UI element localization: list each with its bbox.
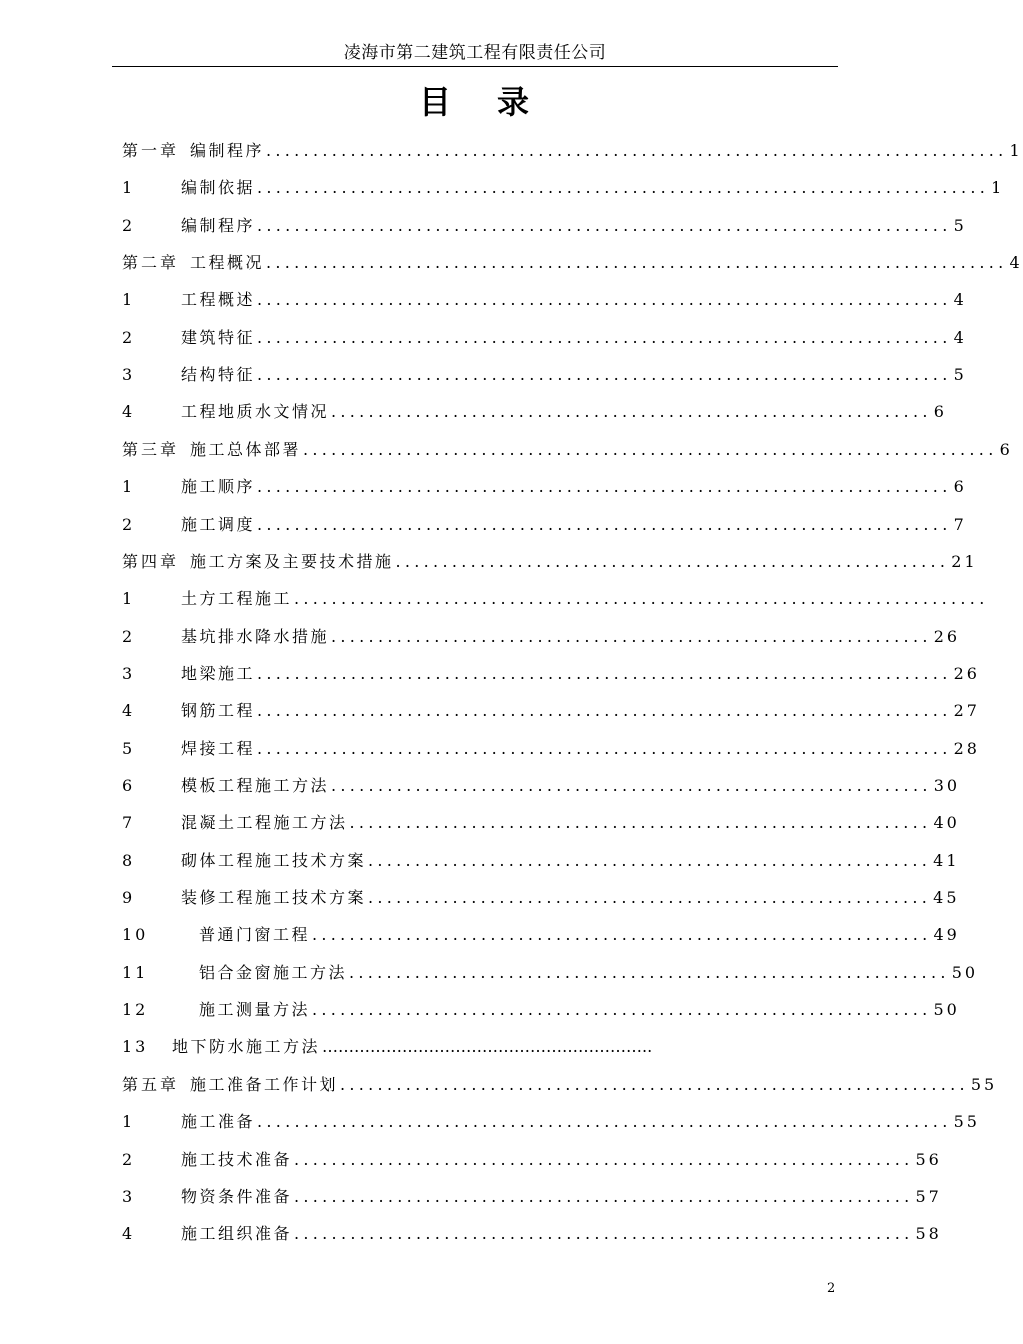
toc-entry[interactable]	[122, 771, 961, 797]
toc-entry-number: 12	[122, 1000, 149, 1020]
toc-entry-leader: ..................................................................	[312, 1000, 932, 1020]
page-number: 2	[827, 1281, 836, 1296]
toc-entry-title: 地下防水施工方法	[172, 1037, 321, 1057]
toc-entry-page: 55	[970, 1074, 998, 1094]
toc-entry-page: 45	[933, 888, 960, 907]
toc-entry-page: 4	[953, 327, 967, 347]
toc-entry-title: 编制程序	[181, 215, 256, 235]
toc-entry-page: 50	[951, 962, 979, 982]
toc-entry-title: 编制依据	[181, 178, 256, 198]
toc-entry[interactable]	[122, 397, 947, 423]
toc-title-char-2: 录	[497, 83, 532, 121]
toc-entry-number: 第三章	[122, 439, 180, 459]
toc-entry[interactable]	[122, 846, 960, 872]
toc-entry[interactable]	[122, 659, 980, 685]
toc-entry-page: 6	[933, 402, 947, 422]
toc-entry-leader: ................................................................	[331, 626, 932, 646]
toc-entry-number: 1	[122, 477, 136, 497]
toc-entry-leader: ..........................................................................	[257, 514, 952, 534]
toc-entry-number: 5	[122, 738, 136, 758]
toc-entry-number: 13	[122, 1037, 149, 1057]
toc-entry-leader: ..........................................................................	[294, 589, 989, 609]
toc-entry-leader: ..........................................................................	[257, 1112, 952, 1132]
toc-entry[interactable]	[122, 808, 960, 834]
toc-entry[interactable]	[122, 1145, 942, 1171]
toc-entry[interactable]	[122, 136, 1023, 162]
toc-entry[interactable]	[122, 248, 1023, 274]
toc-entry-number: 2	[122, 327, 136, 347]
toc-entry-page: 58	[915, 1224, 942, 1244]
toc-entry[interactable]	[122, 285, 967, 311]
toc-entry-title: 土方工程施工	[181, 589, 293, 609]
toc-entry-leader: ..........................................................................	[257, 290, 952, 310]
toc-entry-title: 地梁施工	[181, 663, 256, 683]
toc-entry-number: 11	[122, 962, 149, 982]
toc-entry-page: 50	[933, 1000, 960, 1020]
toc-entry-leader: ..........................................................................	[257, 477, 952, 497]
toc-entry-number: 3	[122, 365, 136, 385]
toc-entry-page: 4	[953, 290, 967, 310]
toc-entry-title: 基坑排水降水措施	[181, 626, 330, 646]
toc-entry-leader: ..................................................................	[312, 925, 932, 945]
toc-entry-page: 6	[953, 477, 967, 497]
toc-entry-leader: ..........................................................................	[257, 701, 952, 721]
toc-entry-title: 工程地质水文情况	[181, 402, 330, 422]
toc-entry-leader: ...............................................................................	[266, 141, 1008, 160]
toc-entry-title: 编制程序	[190, 141, 265, 160]
toc-entry-leader: ..................................................................	[294, 1224, 914, 1244]
toc-entry-leader: ……………………………………………………..	[322, 1037, 653, 1057]
toc-entry-number: 6	[122, 776, 136, 795]
toc-entry-leader: ..........................................................................	[257, 327, 952, 347]
toc-entry-leader: ................................................................	[331, 402, 932, 422]
toc-entry-title: 施工调度	[181, 514, 256, 534]
toc-entry-leader: ..................................................................	[294, 1149, 914, 1169]
toc-entry-number: 2	[122, 626, 136, 646]
toc-entry[interactable]	[122, 584, 989, 610]
toc-entry-title: 施工技术准备	[181, 1149, 293, 1169]
toc-entry-title: 工程概况	[190, 253, 265, 273]
toc-entry-leader: ...............................................................................	[266, 253, 1008, 273]
toc-entry[interactable]	[122, 734, 980, 760]
toc-entry-title: 施工方案及主要技术措施	[190, 551, 394, 571]
toc-entry-leader: ..................................................................	[294, 1186, 914, 1206]
toc-entry[interactable]	[122, 1219, 942, 1245]
toc-entry[interactable]	[122, 547, 978, 573]
toc-entry-leader: ..............................................................	[349, 813, 932, 833]
toc-entry-title: 施工总体部署	[190, 439, 302, 459]
toc-entry-number: 4	[122, 1224, 136, 1244]
toc-entry[interactable]	[122, 1070, 998, 1096]
toc-entry-number: 10	[122, 925, 149, 945]
toc-entry-title: 普通门窗工程	[199, 925, 311, 945]
toc-entry-number: 第二章	[122, 253, 180, 273]
toc-entry-number: 第一章	[122, 141, 180, 160]
toc-entry-number: 1	[122, 290, 136, 310]
toc-entry-title: 装修工程施工技术方案	[181, 888, 367, 907]
toc-entry-page: 56	[915, 1149, 942, 1169]
toc-entry[interactable]	[122, 995, 960, 1021]
toc-entry-number: 3	[122, 1186, 136, 1206]
toc-entry-number: 1	[122, 178, 136, 198]
toc-entry-title: 砌体工程施工技术方案	[181, 850, 367, 870]
toc-entry-title: 工程概述	[181, 290, 256, 310]
toc-entry-page: 5	[953, 365, 967, 385]
toc-entry-leader: ...........................................................	[395, 551, 950, 571]
toc-entry-leader: ................................................................	[331, 776, 932, 795]
toc-entry-page: 49	[933, 925, 960, 945]
toc-entry-number: 2	[122, 215, 136, 235]
toc-entry-title: 施工测量方法	[199, 1000, 311, 1020]
toc-entry-title: 结构特征	[181, 365, 256, 385]
toc-entry-number: 第五章	[122, 1074, 180, 1094]
toc-entry-title: 物资条件准备	[181, 1186, 293, 1206]
company-name: 凌海市第二建筑工程有限责任公司	[343, 43, 607, 63]
toc-entry-page: 4	[1009, 253, 1023, 273]
toc-entry-page: 6	[999, 439, 1013, 459]
toc-entry-page: 30	[933, 776, 961, 795]
toc-entry-number: 3	[122, 663, 136, 683]
toc-entry-page: 1	[991, 178, 1005, 198]
toc-entry-leader: ...................................................................	[340, 1074, 969, 1094]
toc-entry-page: 27	[953, 701, 980, 721]
toc-entry-number: 7	[122, 813, 136, 833]
toc-entry-page: 57	[915, 1186, 942, 1206]
toc-entry-page: 55	[953, 1112, 980, 1132]
toc-entry-title: 焊接工程	[181, 738, 256, 758]
toc-entry-title: 钢筋工程	[181, 701, 256, 721]
toc-entry-title: 建筑特征	[181, 327, 256, 347]
toc-entry-title: 施工组织准备	[181, 1224, 293, 1244]
toc-entry[interactable]	[122, 1182, 942, 1208]
toc-entry-number: 1	[122, 589, 136, 609]
toc-entry[interactable]	[122, 696, 980, 722]
toc-entry[interactable]	[122, 173, 1005, 199]
toc-entry[interactable]	[122, 883, 960, 909]
toc-entry-number: 2	[122, 514, 136, 534]
toc-entry-leader: ..........................................................................	[303, 439, 998, 459]
toc-entry-title: 施工准备	[181, 1112, 256, 1132]
toc-entry-title: 混凝土工程施工方法	[181, 813, 348, 833]
toc-entry[interactable]	[122, 958, 979, 984]
toc-entry-number: 2	[122, 1149, 136, 1169]
toc-entry-page: 1	[1009, 141, 1023, 160]
toc-entry[interactable]	[122, 360, 967, 386]
toc-title-char-1: 目	[418, 83, 453, 121]
toc-entry-page: 40	[933, 813, 960, 833]
toc-entry[interactable]	[122, 472, 967, 498]
toc-entry[interactable]	[122, 1107, 980, 1133]
toc-entry[interactable]	[122, 211, 967, 237]
toc-entry-number: 9	[122, 888, 136, 907]
toc-entry-page: 28	[953, 738, 980, 758]
toc-entry[interactable]	[122, 435, 1013, 461]
toc-entry-number: 4	[122, 701, 136, 721]
toc-entry-leader: ............................................................	[368, 850, 932, 870]
toc-entry-leader: ..........................................................................	[257, 215, 952, 235]
toc-entry-leader: ..............................................................................	[257, 178, 990, 198]
toc-entry-number: 8	[122, 850, 136, 870]
toc-entry-page: 21	[951, 551, 978, 571]
toc-entry-title: 施工准备工作计划	[190, 1074, 339, 1094]
toc-entry-page: 41	[933, 850, 960, 870]
toc-entry-leader: ..........................................................................	[257, 738, 952, 758]
toc-entry-number: 4	[122, 402, 136, 422]
toc-entry[interactable]	[122, 622, 961, 648]
toc-entry-page: 26	[953, 663, 980, 683]
toc-entry[interactable]	[122, 1032, 830, 1058]
toc-entry-page: 7	[953, 514, 967, 534]
toc-entry-page: 26	[933, 626, 961, 646]
toc-entry[interactable]	[122, 920, 960, 946]
toc-entry[interactable]	[122, 510, 967, 536]
toc-entry-number: 1	[122, 1112, 136, 1132]
toc-entry-title: 铝合金窗施工方法	[199, 962, 348, 982]
toc-entry-leader: ..........................................................................	[257, 365, 952, 385]
toc-entry[interactable]	[122, 323, 967, 349]
toc-entry-title: 模板工程施工方法	[181, 776, 330, 795]
toc-entry-leader: ............................................................	[368, 888, 932, 907]
toc-entry-leader: ..........................................................................	[257, 663, 952, 683]
toc-entry-page: 5	[953, 215, 967, 235]
toc-entry-leader: ................................................................	[349, 962, 950, 982]
toc-entry-number: 第四章	[122, 551, 180, 571]
toc-entry-title: 施工顺序	[181, 477, 256, 497]
